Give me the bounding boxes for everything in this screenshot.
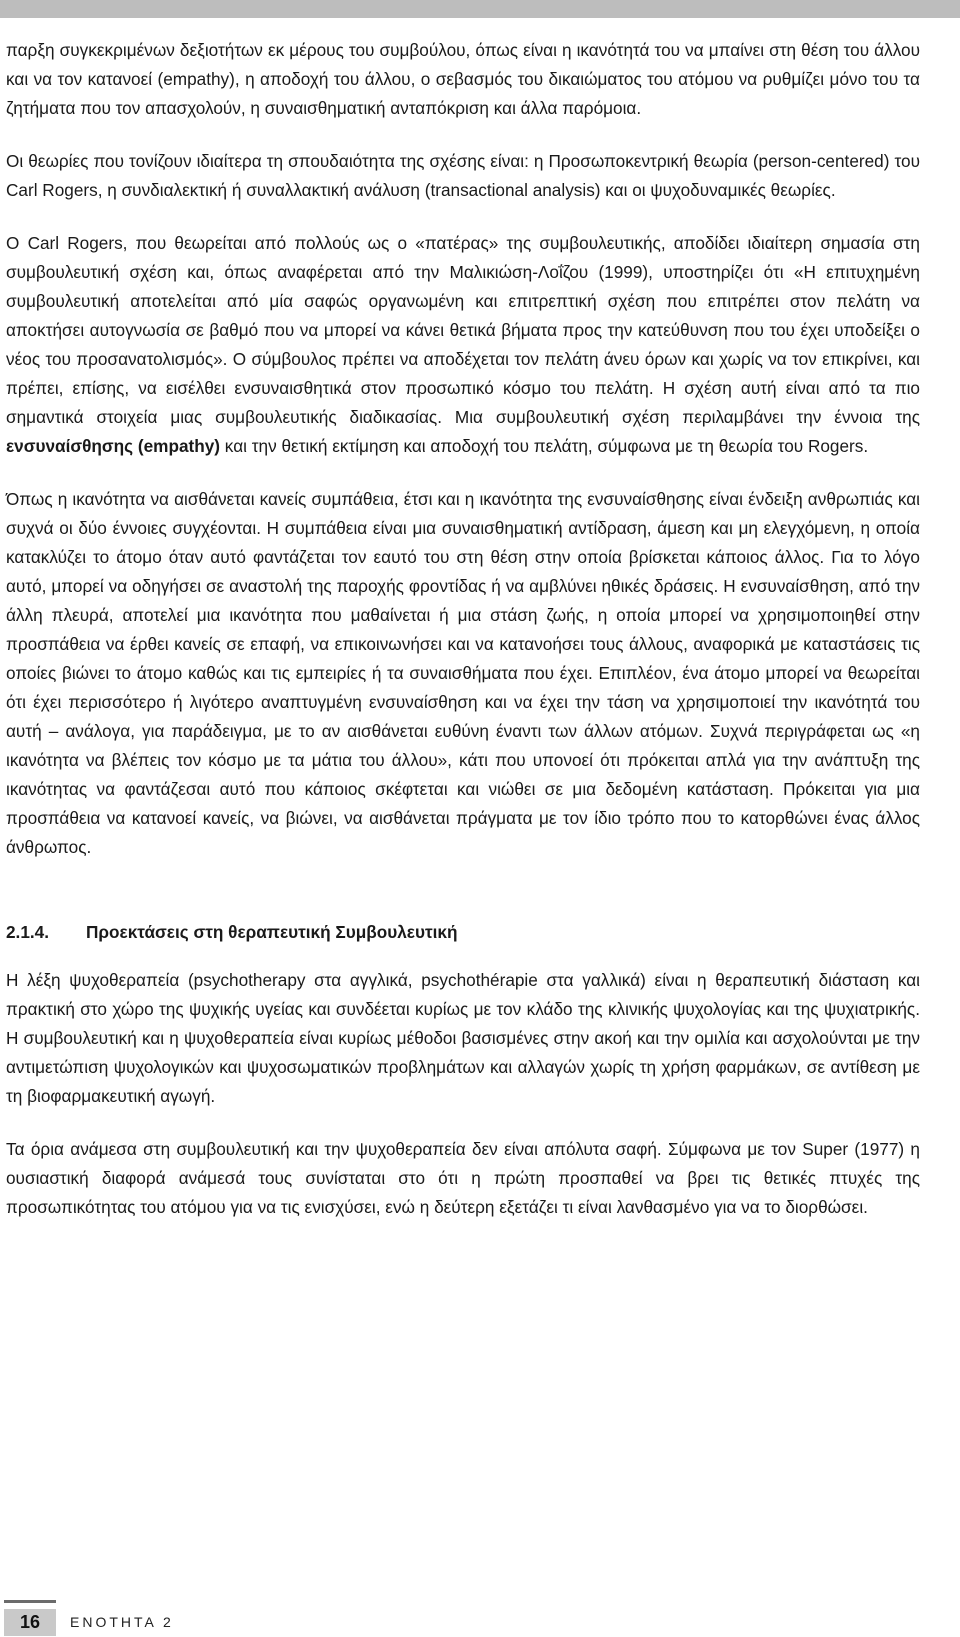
paragraph-6: Τα όρια ανάμεσα στη συμβουλευτική και την ψυχοθεραπεία δεν είναι απόλυτα σαφή. Σύμφωνα με τον Super (1977) η ουσιαστική διαφορά ανάμεσά τους συνίσταται στο ότι η πρώτη προσπαθεί να βρει τις θετικές πτυχές της προσωπικότητας του ατόμου για να τις ενισχύσει, ενώ η δεύτερη εξετάζει τι είναι λανθασμένο για να το διορθώσει. — [6, 1139, 920, 1217]
page-number: 16 — [4, 1609, 56, 1636]
paragraph-3-text-start: Ο Carl Rogers, που θεωρείται από πολλούς ως ο «πατέρας» της συμβουλευτικής, αποδίδει ιδιαίτερη σημασία στη συμβουλευτική σχέση και, όπως αναφέρεται από την Μαλικιώση-Λοΐζου (1999), υποστηρίζει ότι «Η επιτυχημένη συμβουλευτική αποτελείται από μία σαφώς οργανωμένη και επιτρεπτική σχέση που επιτρέπει στον πελάτη να αποκτήσει αυτογνωσία σε βαθμό που να μπορεί να κάνει θετικά βήματα προς την κατεύθυνση που του έχει υποδείξει ο νέος του προσανατολισμός». Ο σύμβουλος πρέπει να αποδέχεται τον πελάτη άνευ όρων και χωρίς να τον επικρίνει, και πρέπει, επίσης, να εισέλθει ενσυναισθητικά στον προσωπικό κόσμο του πελάτη. Η σχέση αυτή είναι από τα πιο σημαντικά στοιχεία μιας συμβουλευτικής διαδικασίας. Μια συμβουλευτική σχέση περιλαμβάνει την έννοια της — [6, 233, 920, 427]
page-footer — [0, 1600, 960, 1637]
paragraph-2: Οι θεωρίες που τονίζουν ιδιαίτερα τη σπουδαιότητα της σχέσης είναι: η Προσωποκεντρική θεωρία (person-centered) του Carl Rogers, η συνδιαλεκτική ή συναλλακτική ανάλυση (transactional analysis) και οι ψυχοδυναμικές θεωρίες. — [6, 151, 920, 200]
section-title: Προεκτάσεις στη θεραπευτική Συμβουλευτική — [86, 922, 458, 942]
paragraph-4: Όπως η ικανότητα να αισθάνεται κανείς συμπάθεια, έτσι και η ικανότητα της ενσυναίσθησης είναι ένδειξη ανθρωπιάς και συχνά οι δύο έννοιες συγχέονται. Η συμπάθεια είναι μια συναισθηματική αντίδραση, άμεση και μη ελεγχόμενη, η οποία κατακλύζει το άτομο όταν αυτό φαντάζεται τον εαυτό του στη θέση στην οποία βρίσκεται κάποιος άλλος. Για το λόγο αυτό, μπορεί να οδηγήσει σε αναστολή της παροχής φροντίδας ή να αμβλύνει ηθικές δράσεις. Η ενσυναίσθηση, από την άλλη πλευρά, αποτελεί μια ικανότητα που μαθαίνεται ή μια στάση ζωής, η οποία μπορεί να χρησιμοποιηθεί στην προσπάθεια να έρθει κανείς σε επαφή, να επικοινωνήσει και να κατανοήσει τους άλλους, αναφορικά με καταστάσεις τις οποίες βιώνει το άτομο καθώς και τις εμπειρίες ή τα συναισθήματα που έχει. Επιπλέον, ένα άτομο μπορεί να θεωρείται ότι έχει περισσότερο ή λιγότερο αναπτυγμένη ενσυναίσθηση και να έχει την τάση να χρησιμοποιεί την ικανότητά του αυτή – ανάλογα, για παράδειγμα, με το αν αισθάνεται ευθύνη έναντι των άλλων ατόμων. Συχνά περιγράφεται ως «η ικανότητα να βλέπεις τον κόσμο με τα μάτια του άλλου», κάτι που υπονοεί ότι πρόκειται απλά για την ανάπτυξη της ικανότητας να φαντάζεσαι αυτό που κάποιος σκέφτεται και νιώθει σε μια δεδομένη κατάσταση. Πρόκειται για μια προσπάθεια να κατανοεί κανείς, να βιώνει, να αισθάνεται πράγματα με τον ίδιο τρόπο που το κατορθώνει ένας άλλος άνθρωπος. — [6, 489, 920, 857]
empathy-term: ενσυναίσθησης (empathy) — [6, 436, 221, 456]
top-bar — [0, 0, 960, 18]
paragraph-1: παρξη συγκεκριμένων δεξιοτήτων εκ μέρους του συμβούλου, όπως είναι η ικανότητά του να μπαίνει στη θέση του άλλου και να τον κατανοεί (empathy), η αποδοχή του άλλου, ο σεβασμός του δικαιώματος του ατόμου να ρυθμίζει μόνο του τα ζητήματα που τον απασχολούν, η συναισθηματική ανταπόκριση και άλλα παρόμοια. — [6, 40, 920, 118]
unit-label: ΕΝΟΤΗΤΑ 2 — [70, 1614, 174, 1630]
section-heading — [6, 918, 920, 947]
paragraph-3-text-end: και την θετική εκτίμηση και αποδοχή του πελάτη, σύμφωνα με τη θεωρία του Rogers. — [220, 436, 869, 456]
section-number: 2.1.4. — [6, 922, 50, 942]
page-content — [6, 36, 920, 1222]
paragraph-3 — [6, 229, 920, 461]
footer-rule — [4, 1600, 56, 1603]
paragraph-5: Η λέξη ψυχοθεραπεία (psychotherapy στα αγγλικά, psychothérapie στα γαλλικά) είναι η θεραπευτική διάσταση και πρακτική στο χώρο της ψυχικής υγείας και συνδέεται κυρίως με τον κλάδο της κλινικής ψυχολογίας και της ψυχιατρικής. Η συμβουλευτική και η ψυχοθεραπεία είναι κυρίως μέθοδοι βασισμένες στην ακοή και την ομιλία και ασχολούνται με την αντιμετώπιση ψυχολογικών και ψυχοσωματικών προβλημάτων και αλλαγών χωρίς τη χρήση φαρμάκων, σε αντίθεση με τη βιοφαρμακευτική αγωγή. — [6, 970, 920, 1106]
